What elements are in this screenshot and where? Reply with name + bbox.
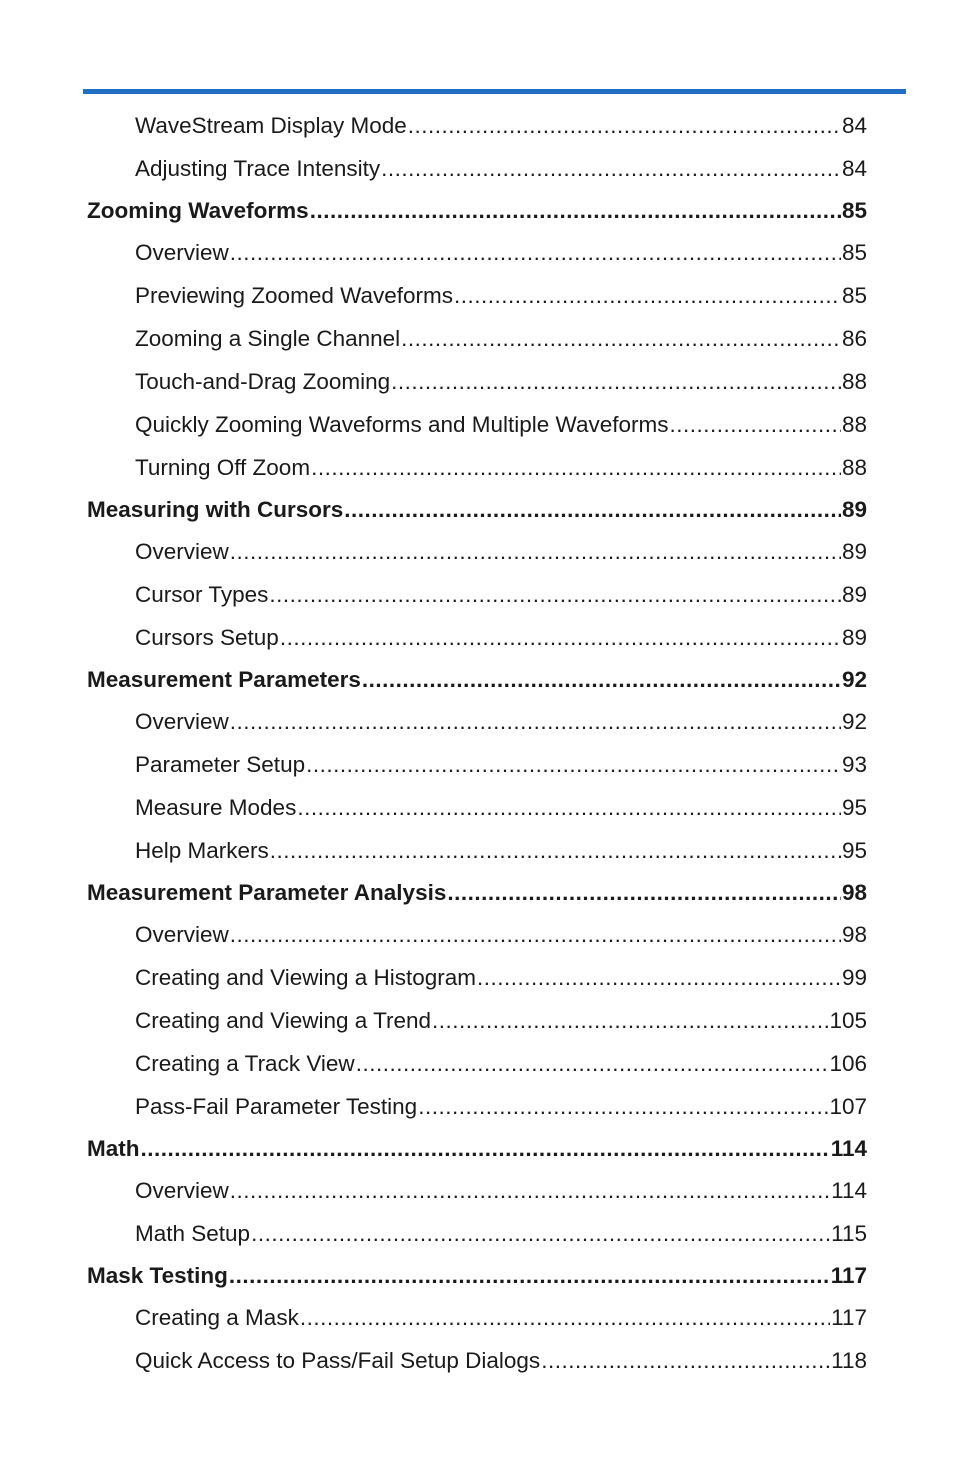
toc-dot-leader <box>356 1042 829 1085</box>
toc-dot-leader <box>230 231 841 274</box>
toc-subsection-entry[interactable] <box>87 317 867 360</box>
toc-section-entry[interactable] <box>87 872 867 913</box>
toc-subsection-entry[interactable] <box>87 999 867 1042</box>
toc-page-number: 107 <box>829 1094 867 1119</box>
toc-subsection-entry[interactable] <box>87 829 867 872</box>
toc-page-number: 105 <box>829 1008 867 1033</box>
toc-entry-title: Creating a Mask <box>135 1305 299 1330</box>
toc-dot-leader <box>230 530 841 573</box>
toc-page-number: 86 <box>841 326 867 351</box>
toc-page-number: 89 <box>841 625 867 650</box>
toc-dot-leader <box>141 1128 830 1169</box>
toc-page-number: 117 <box>831 1305 867 1330</box>
toc-page-number: 89 <box>841 539 867 564</box>
toc-dot-leader <box>381 147 841 190</box>
toc-subsection-entry[interactable] <box>87 956 867 999</box>
toc-page-number: 117 <box>830 1263 867 1288</box>
toc-dot-leader <box>251 1212 830 1255</box>
toc-page-number: 89 <box>841 582 867 607</box>
toc-entry-title: Measuring with Cursors <box>87 497 344 522</box>
toc-entry-title: Quickly Zooming Waveforms and Multiple Waveforms <box>135 412 669 437</box>
toc-subsection-entry[interactable] <box>87 786 867 829</box>
toc-subsection-entry[interactable] <box>87 403 867 446</box>
toc-dot-leader <box>454 274 841 317</box>
toc-page-number: 93 <box>841 752 867 777</box>
toc-page-number: 98 <box>841 922 867 947</box>
toc-subsection-entry[interactable] <box>87 616 867 659</box>
toc-page-number: 118 <box>831 1348 867 1373</box>
toc-entry-title: Zooming a Single Channel <box>135 326 401 351</box>
toc-entry-title: Overview <box>135 539 229 564</box>
toc-entry-title: Adjusting Trace Intensity <box>135 156 381 181</box>
toc-subsection-entry[interactable] <box>87 913 867 956</box>
toc-page-number: 95 <box>841 795 867 820</box>
toc-entry-title: Math <box>87 1136 140 1161</box>
toc-subsection-entry[interactable] <box>87 530 867 573</box>
toc-entry-title: Pass-Fail Parameter Testing <box>135 1094 418 1119</box>
toc-dot-leader <box>401 317 841 360</box>
toc-subsection-entry[interactable] <box>87 446 867 489</box>
toc-page-number: 115 <box>831 1221 867 1246</box>
toc-dot-leader <box>297 786 841 829</box>
toc-entry-title: Creating and Viewing a Trend <box>135 1008 432 1033</box>
toc-subsection-entry[interactable] <box>87 360 867 403</box>
toc-entry-title: Measure Modes <box>135 795 297 820</box>
toc-page-number: 92 <box>841 667 867 692</box>
toc-dot-leader <box>230 700 841 743</box>
toc-entry-title: WaveStream Display Mode <box>135 113 407 138</box>
toc-dot-leader <box>344 489 841 530</box>
toc-entry-title: Math Setup <box>135 1221 251 1246</box>
header-rule <box>83 89 906 94</box>
toc-subsection-entry[interactable] <box>87 104 867 147</box>
toc-dot-leader <box>310 190 841 231</box>
toc-dot-leader <box>270 829 841 872</box>
toc-dot-leader <box>230 913 841 956</box>
toc-entry-title: Quick Access to Pass/Fail Setup Dialogs <box>135 1348 541 1373</box>
toc-entry-title: Overview <box>135 922 229 947</box>
toc-section-entry[interactable] <box>87 659 867 700</box>
toc-section-entry[interactable] <box>87 489 867 530</box>
toc-entry-title: Turning Off Zoom <box>135 455 311 480</box>
toc-subsection-entry[interactable] <box>87 147 867 190</box>
toc-entry-title: Zooming Waveforms <box>87 198 309 223</box>
toc-subsection-entry[interactable] <box>87 1085 867 1128</box>
toc-page-number: 95 <box>841 838 867 863</box>
toc-page-number: 89 <box>841 497 867 522</box>
toc-dot-leader <box>418 1085 828 1128</box>
toc-entry-title: Overview <box>135 709 229 734</box>
toc-entry-title: Mask Testing <box>87 1263 228 1288</box>
toc-section-entry[interactable] <box>87 1255 867 1296</box>
toc-page-number: 84 <box>841 113 867 138</box>
toc-dot-leader <box>300 1296 830 1339</box>
toc-page-number: 92 <box>841 709 867 734</box>
toc-entry-title: Cursor Types <box>135 582 269 607</box>
toc-dot-leader <box>362 659 841 700</box>
toc-section-entry[interactable] <box>87 190 867 231</box>
toc-entry-title: Measurement Parameter Analysis <box>87 880 447 905</box>
toc-page-number: 88 <box>841 455 867 480</box>
toc-subsection-entry[interactable] <box>87 1296 867 1339</box>
toc-entry-title: Creating and Viewing a Histogram <box>135 965 477 990</box>
toc-subsection-entry[interactable] <box>87 573 867 616</box>
toc-entry-title: Cursors Setup <box>135 625 279 650</box>
toc-subsection-entry[interactable] <box>87 1212 867 1255</box>
toc-dot-leader <box>541 1339 830 1382</box>
toc-dot-leader <box>311 446 841 489</box>
toc-section-entry[interactable] <box>87 1128 867 1169</box>
toc-dot-leader <box>670 403 841 446</box>
toc-subsection-entry[interactable] <box>87 231 867 274</box>
toc-subsection-entry[interactable] <box>87 1042 867 1085</box>
toc-dot-leader <box>230 1169 830 1212</box>
toc-page-number: 88 <box>841 412 867 437</box>
toc-subsection-entry[interactable] <box>87 743 867 786</box>
toc-dot-leader <box>477 956 841 999</box>
toc-page-number: 85 <box>841 198 867 223</box>
toc-page-number: 85 <box>841 240 867 265</box>
toc-subsection-entry[interactable] <box>87 700 867 743</box>
table-of-contents <box>87 104 867 1382</box>
toc-entry-title: Touch-and-Drag Zooming <box>135 369 391 394</box>
toc-page-number: 98 <box>841 880 867 905</box>
toc-entry-title: Overview <box>135 240 229 265</box>
toc-dot-leader <box>447 872 841 913</box>
toc-subsection-entry[interactable] <box>87 1339 867 1382</box>
toc-entry-title: Measurement Parameters <box>87 667 361 692</box>
toc-entry-title: Help Markers <box>135 838 269 863</box>
toc-entry-title: Parameter Setup <box>135 752 306 777</box>
toc-page-number: 99 <box>841 965 867 990</box>
toc-subsection-entry[interactable] <box>87 274 867 317</box>
toc-entry-title: Creating a Track View <box>135 1051 355 1076</box>
toc-page-number: 84 <box>841 156 867 181</box>
toc-entry-title: Overview <box>135 1178 229 1203</box>
toc-page-number: 88 <box>841 369 867 394</box>
toc-dot-leader <box>269 573 841 616</box>
toc-entry-title: Previewing Zoomed Waveforms <box>135 283 454 308</box>
toc-dot-leader <box>280 616 841 659</box>
toc-page-number: 106 <box>829 1051 867 1076</box>
toc-page-number: 114 <box>831 1178 867 1203</box>
toc-page-number: 114 <box>830 1136 867 1161</box>
toc-dot-leader <box>391 360 841 403</box>
toc-dot-leader <box>306 743 841 786</box>
toc-dot-leader <box>408 104 841 147</box>
toc-page-number: 85 <box>841 283 867 308</box>
toc-subsection-entry[interactable] <box>87 1169 867 1212</box>
toc-dot-leader <box>229 1255 830 1296</box>
toc-dot-leader <box>432 999 828 1042</box>
